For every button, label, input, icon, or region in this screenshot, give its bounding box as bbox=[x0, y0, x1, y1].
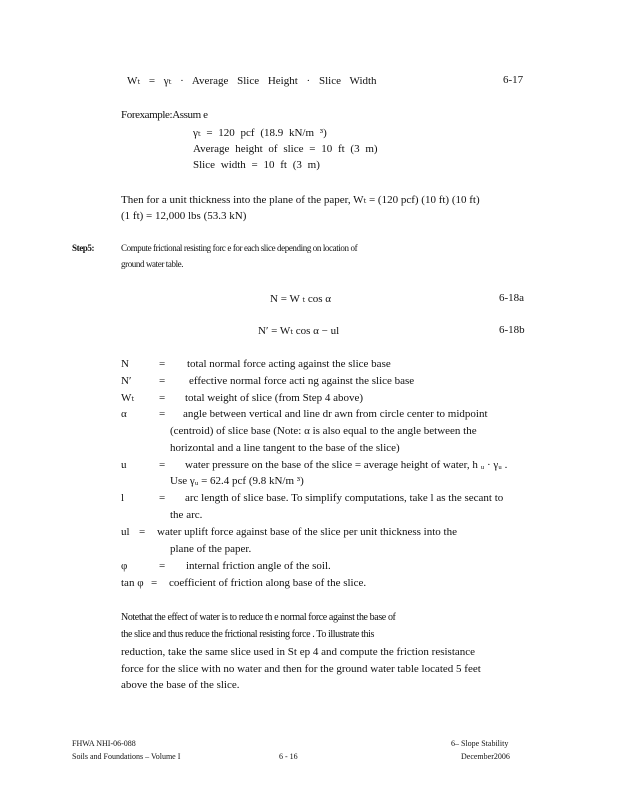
note-line-5: above the base of the slice. bbox=[121, 679, 240, 691]
example-unit-weight: γₜ = 120 pcf (18.9 kN/m ³) bbox=[193, 127, 327, 139]
definition-alpha-line-3: horizontal and a line tangent to the base of the slice) bbox=[170, 442, 400, 454]
definition-text: angle between vertical and line dr awn from circle center to midpoint bbox=[183, 408, 488, 420]
example-slice-height: Average height of slice = 10 ft (3 m) bbox=[193, 143, 378, 155]
definition-W: Wₜ = total weight of slice (from Step 4 above) bbox=[121, 392, 364, 404]
note-line-1: Notethat the effect of water is to reduce th e normal force against the base of bbox=[121, 612, 396, 623]
symbol: N bbox=[121, 358, 129, 370]
definition-text: water pressure on the base of the slice = average height of water, h ᵤ · γᵤ . bbox=[185, 459, 508, 471]
definition-phi: φ = internal friction angle of the soil. bbox=[121, 560, 331, 572]
symbol: N′ bbox=[121, 375, 132, 387]
unit-thickness-line-2: (1 ft) = 12,000 lbs (53.3 kN) bbox=[121, 210, 247, 222]
footer-date: December2006 bbox=[461, 752, 510, 761]
footer-volume: Soils and Foundations – Volume I bbox=[72, 752, 181, 761]
definition-l: l = arc length of slice base. To simplify computations, take l as the secant to bbox=[121, 492, 504, 504]
definition-alpha: α = angle between vertical and line dr awn from circle center to midpoint bbox=[121, 408, 488, 420]
symbol: u bbox=[121, 459, 127, 471]
definition-text: arc length of slice base. To simplify computations, take l as the secant to bbox=[185, 492, 504, 504]
definition-u-line-2: Use γᵤ = 62.4 pcf (9.8 kN/m ³) bbox=[170, 475, 304, 487]
definition-tan-phi: tan φ = coefficient of friction along base of the slice. bbox=[121, 577, 367, 589]
example-slice-width: Slice width = 10 ft (3 m) bbox=[193, 159, 320, 171]
note-line-3: reduction, take the same slice used in St ep 4 and compute the friction resistance bbox=[121, 646, 476, 658]
footer-document-id: FHWA NHI-06-088 bbox=[72, 739, 136, 748]
equation-6-17: Wₜ = γₜ · Average Slice Height · Slice Width bbox=[127, 75, 377, 87]
definition-ul: ul = water uplift force against base of the slice per unit thickness into the bbox=[121, 526, 457, 538]
definition-ul-line-2: plane of the paper. bbox=[170, 543, 252, 555]
note-line-2: the slice and thus reduce the frictional resisting force . To illustrate this bbox=[121, 629, 374, 640]
note-line-4: force for the slice with no water and then for the ground water table located 5 feet bbox=[121, 663, 481, 675]
step5-line-2: ground water table. bbox=[121, 259, 184, 269]
definition-N-prime: N′ = effective normal force acti ng against the slice base bbox=[121, 375, 415, 387]
equation-number-6-18a: 6-18a bbox=[499, 292, 525, 304]
unit-thickness-line-1: Then for a unit thickness into the plane of the paper, Wₜ = (120 pcf) (10 ft) (10 ft) bbox=[121, 194, 480, 206]
definition-text: internal friction angle of the soil. bbox=[186, 560, 331, 572]
equation-6-18a: N = W ₜ cos α bbox=[270, 293, 332, 305]
definition-N: N = total normal force acting against the slice base bbox=[121, 358, 391, 370]
definition-u: u = water pressure on the base of the slice = average height of water, h ᵤ · γᵤ . bbox=[121, 459, 508, 471]
step-label: Step5: bbox=[72, 243, 95, 253]
symbol: l bbox=[121, 492, 125, 504]
equation-number-6-18b: 6-18b bbox=[499, 324, 525, 336]
symbol: ul bbox=[121, 526, 130, 538]
step5-line-1: Compute frictional resisting forc e for each slice depending on location of bbox=[121, 243, 358, 253]
definition-text: total weight of slice (from Step 4 above) bbox=[185, 392, 364, 404]
definition-text: coefficient of friction along base of the slice. bbox=[169, 577, 367, 589]
footer-chapter: 6– Slope Stability bbox=[451, 739, 509, 748]
definition-text: total normal force acting against the slice base bbox=[187, 358, 391, 370]
definition-text: effective normal force acti ng against the slice base bbox=[189, 375, 415, 387]
equation-6-18b: N′ = Wₜ cos α − ul bbox=[258, 325, 340, 337]
footer-page-number: 6 - 16 bbox=[279, 752, 298, 761]
symbol: tan φ bbox=[121, 577, 144, 589]
definition-text: water uplift force against base of the slice per unit thickness into the bbox=[157, 526, 457, 538]
symbol: α bbox=[121, 408, 127, 420]
symbol: Wₜ bbox=[121, 392, 135, 404]
definition-l-line-2: the arc. bbox=[170, 509, 203, 521]
definition-alpha-line-2: (centroid) of slice base (Note: α is also equal to the angle between the bbox=[170, 425, 477, 437]
symbol: φ bbox=[121, 560, 128, 572]
example-intro: Forexample:Assum e bbox=[121, 109, 208, 121]
equation-number-6-17: 6-17 bbox=[503, 74, 524, 86]
